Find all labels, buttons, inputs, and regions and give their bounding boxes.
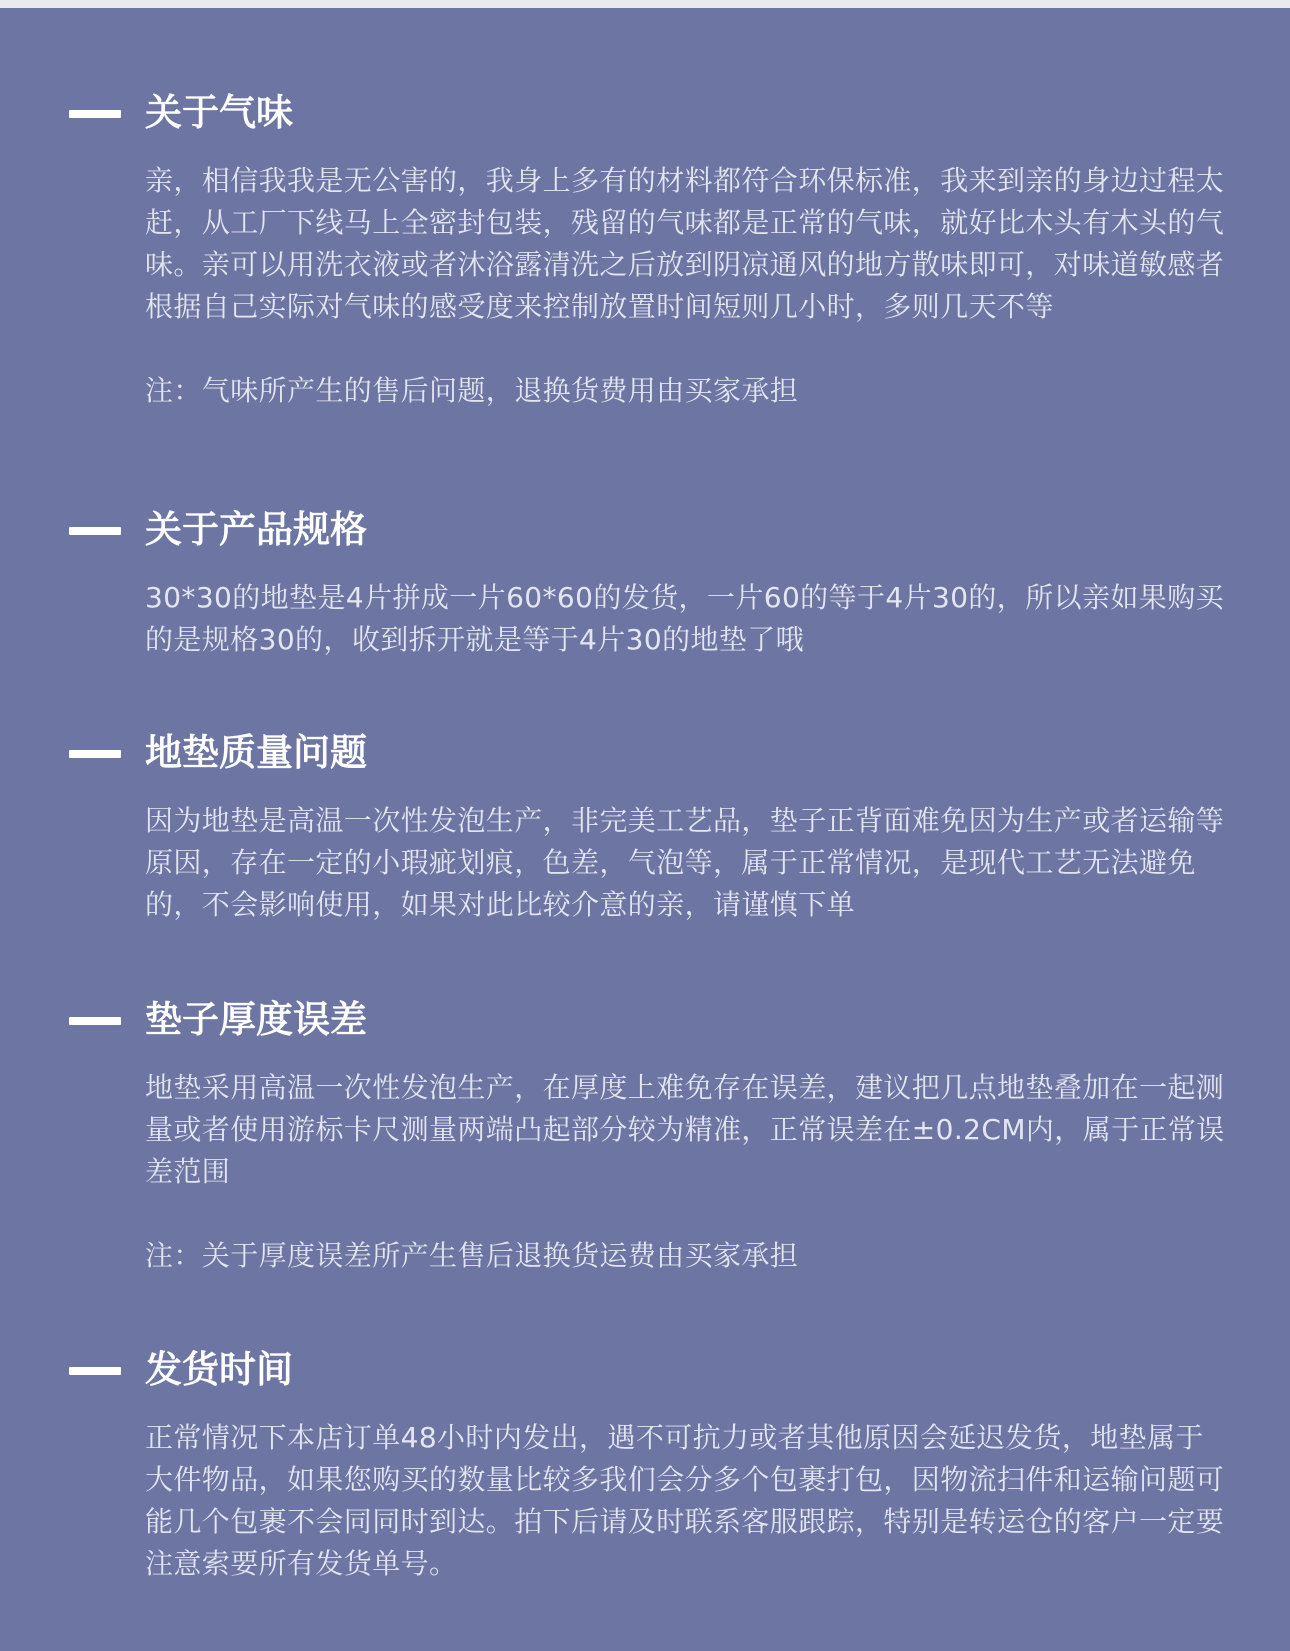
section-title: 发货时间 <box>145 1348 293 1391</box>
section-note: 注：关于厚度误差所产生售后退换货运费由买家承担 <box>145 1239 799 1272</box>
section-title: 地垫质量问题 <box>145 731 367 774</box>
dash-icon <box>69 750 121 758</box>
section-paragraph: 亲，相信我我是无公害的，我身上多有的材料都符合环保标准，我来到亲的身边过程太赶，从工厂下线马上全密封包装，残留的气味都是正常的气味，就好比木头有木头的气味。亲可以用洗衣液或者沐浴露清洗之后放到阴凉通风的地方散味即可，对味道敏感者根据自己实际对气味的感受度来控制放置时间短则几小时，多则几天不等 <box>145 164 1225 323</box>
dash-icon <box>69 1017 121 1025</box>
section-title: 垫子厚度误差 <box>145 998 367 1041</box>
section-shipping <box>0 1345 1290 1585</box>
section-header <box>0 995 1290 1045</box>
section-header <box>0 1345 1290 1395</box>
dash-icon <box>69 110 121 118</box>
section-title: 关于产品规格 <box>145 508 367 551</box>
section-note: 注：气味所产生的售后问题，退换货费用由买家承担 <box>145 374 799 407</box>
section-quality <box>0 728 1290 926</box>
section-spec <box>0 505 1290 661</box>
section-header <box>0 88 1290 138</box>
top-strip <box>0 0 1290 8</box>
dash-icon <box>69 527 121 535</box>
section-header <box>0 505 1290 555</box>
section-paragraph: 因为地垫是高温一次性发泡生产，非完美工艺品，垫子正背面难免因为生产或者运输等原因，存在一定的小瑕疵划痕，色差，气泡等，属于正常情况，是现代工艺无法避免的，不会影响使用，如果对此比较介意的亲，请谨慎下单 <box>145 804 1225 921</box>
section-header <box>0 728 1290 778</box>
section-thickness <box>0 995 1290 1277</box>
section-paragraph: 正常情况下本店订单48小时内发出，遇不可抗力或者其他原因会延迟发货，地垫属于大件物品，如果您购买的数量比较多我们会分多个包裹打包，因物流扫件和运输问题可能几个包裹不会同同时到达。拍下后请及时联系客服跟踪，特别是转运仓的客户一定要注意索要所有发货单号。 <box>145 1421 1225 1580</box>
dash-icon <box>69 1367 121 1375</box>
section-paragraph: 30*30的地垫是4片拼成一片60*60的发货，一片60的等于4片30的，所以亲如果购买的是规格30的，收到拆开就是等于4片30的地垫了哦 <box>145 581 1225 656</box>
section-odor <box>0 88 1290 412</box>
section-title: 关于气味 <box>145 91 293 134</box>
section-paragraph: 地垫采用高温一次性发泡生产，在厚度上难免存在误差，建议把几点地垫叠加在一起测量或者使用游标卡尺测量两端凸起部分较为精准，正常误差在±0.2CM内，属于正常误差范围 <box>145 1071 1225 1188</box>
info-page <box>0 8 1290 1651</box>
